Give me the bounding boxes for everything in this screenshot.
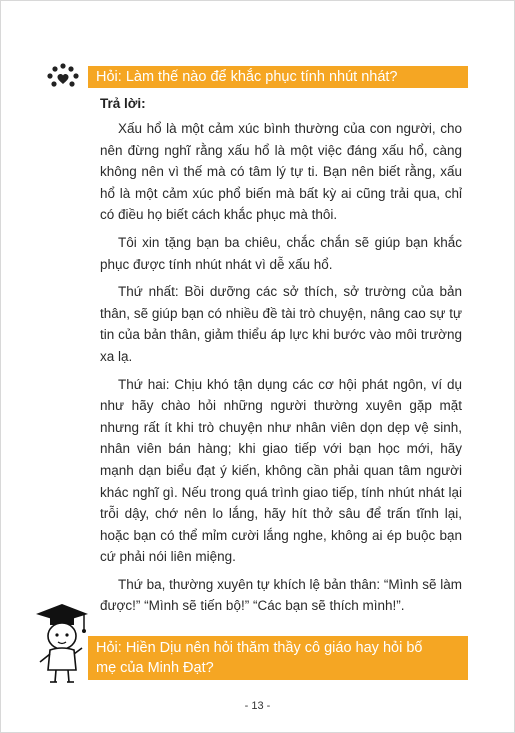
- paragraph: Tôi xin tặng bạn ba chiêu, chắc chắn sẽ giúp bạn khắc phục được tính nhút nhát vì dễ xấu hổ.: [100, 234, 462, 272]
- paragraph: Thứ nhất: Bồi dưỡng các sở thích, sở trường của bản thân, sẽ giúp bạn có nhiều đề tài trò chuyện, nâng cao sự tự tin của bản thân, giảm thiểu áp lực khi bước vào môi trường xa lạ.: [100, 284, 462, 364]
- student-graduation-icon: [28, 600, 92, 686]
- answer-body: [100, 118, 462, 623]
- answer-label: Trả lời:: [100, 96, 146, 111]
- question-banner: [88, 66, 468, 88]
- paragraph: Thứ ba, thường xuyên tự khích lệ bản thân: “Mình sẽ làm được!” “Mình sẽ tiến bộ!” “Các bạn sẽ thích mình!”.: [100, 576, 462, 614]
- question-text: Hỏi: Làm thế nào để khắc phục tính nhút nhát?: [96, 69, 398, 85]
- heart-dots-icon: [46, 62, 80, 92]
- question-text-2: Hỏi: Hiền Dịu nên hỏi thăm thầy cô giáo hay hỏi bố mẹ của Minh Đạt?: [96, 640, 423, 676]
- paragraph: Thứ hai: Chịu khó tận dụng các cơ hội phát ngôn, ví dụ như hãy chào hỏi những người thường xuyên gặp mặt nhưng rất ít khi trò chuyện như nhân viên dọn dẹp vệ sinh, nhân viên bán hàng; khi giao tiếp với bạn học mới, hãy mạnh dạn biểu đạt ý kiến, không cần phải quan tâm người khác nghĩ gì. Nếu trong quá trình giao tiếp, tính nhút nhát lại trỗi dậy, chớ nên lo lắng, hãy hít thở sâu để trấn tĩnh lại, hoặc bạn có thể mỉm cười lắng nghe, không ai ép buộc bạn cứ phải nói liên miệng.: [100, 376, 462, 565]
- paragraph: Xấu hổ là một cảm xúc bình thường của con người, cho nên đừng nghĩ rằng xấu hổ là một việc đáng xấu hổ, càng không nên vì thế mà có tâm lý tự ti. Bạn nên biết rằng, xấu hổ là một cảm xúc phổ biến mà bất kỳ ai cũng trải qua, chỉ có điều họ biết cách khắc phục mà thôi.: [100, 121, 462, 223]
- page-number: - 13 -: [244, 700, 271, 712]
- question-banner-2: [88, 636, 468, 680]
